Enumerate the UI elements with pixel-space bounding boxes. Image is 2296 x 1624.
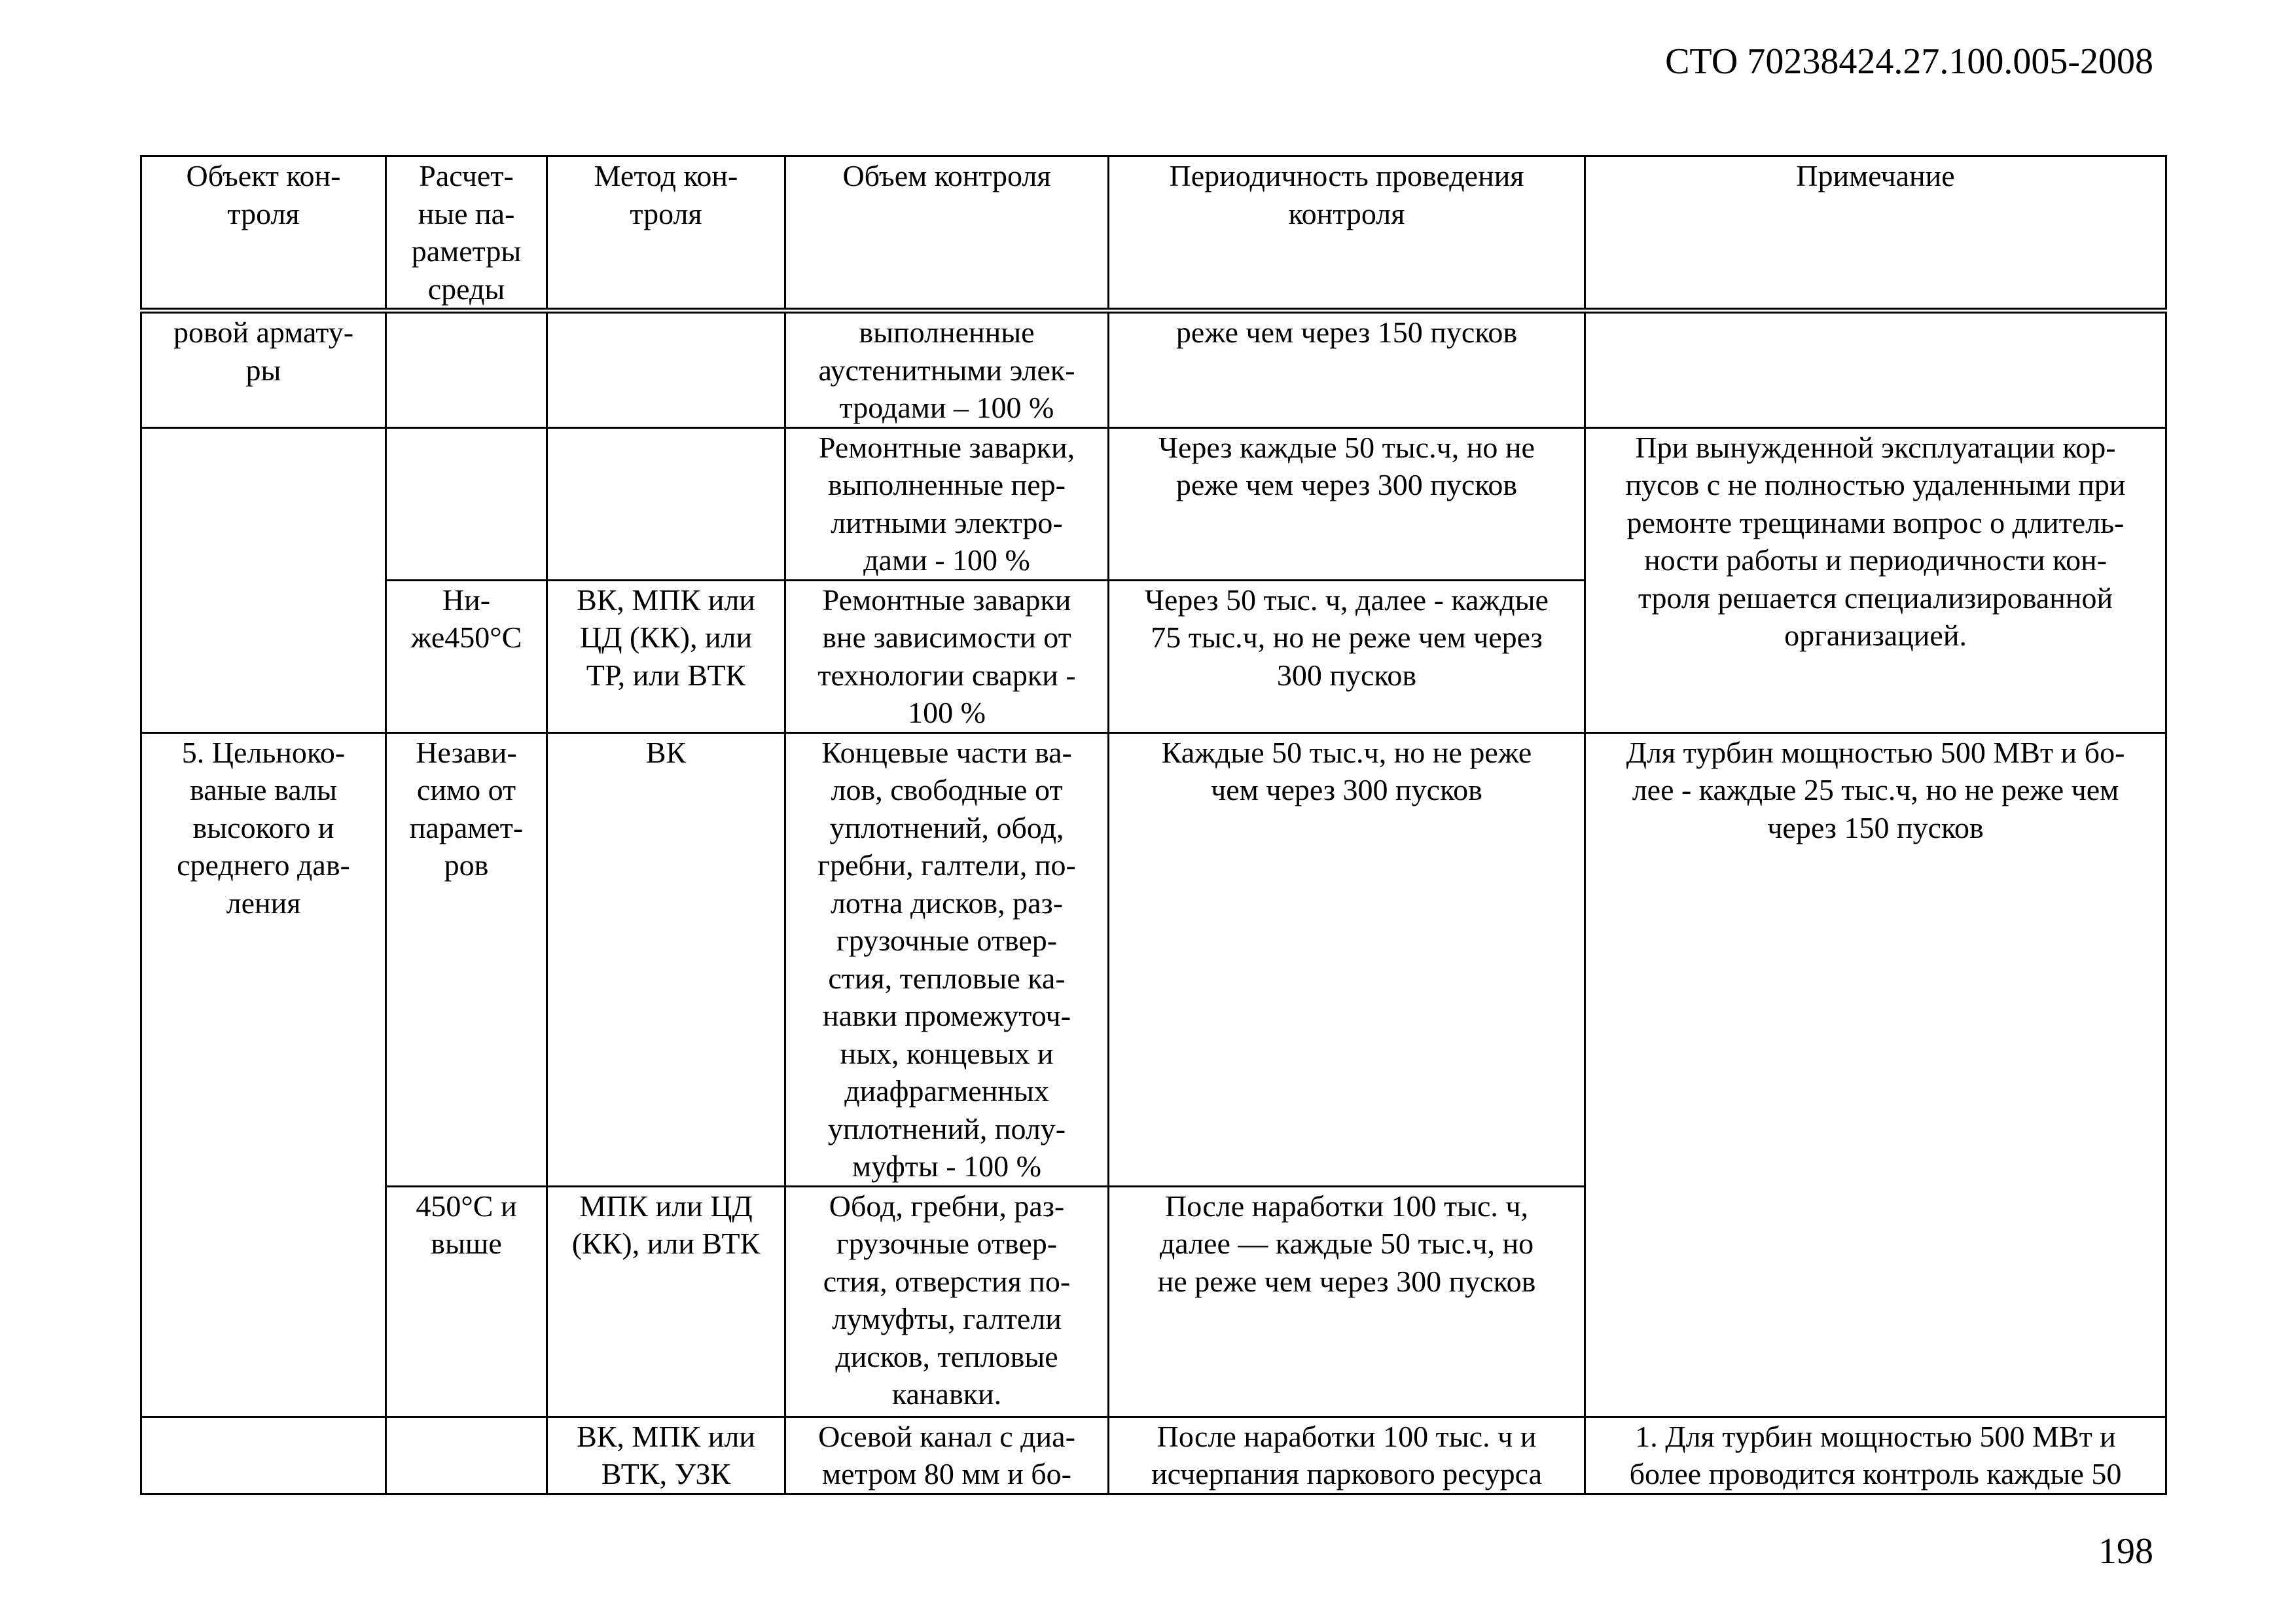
cell-object: ровой армату- ры (141, 311, 386, 428)
cell-method (547, 311, 785, 428)
cell-method: ВК, МПК или ЦД (КК), или ТР, или ВТК (547, 580, 785, 732)
page-number: 198 (2098, 1531, 2153, 1572)
cell-period: Каждые 50 тыс.ч, но не реже чем через 300 пусков (1109, 732, 1585, 1186)
cell-scope: Осевой канал с диа- метром 80 мм и бо- (785, 1416, 1109, 1494)
cell-note: При вынужденной эксплуатации кор- пусов с не полностью удаленными при ремонте трещинами вопрос о длитель- ности работы и периодичности кон- троля решается специализированной организацией. (1585, 427, 2166, 732)
cell-params: Ни- же450°С (386, 580, 547, 732)
cell-object (141, 1416, 386, 1494)
cell-period: реже чем через 150 пусков (1109, 311, 1585, 428)
column-header-period: Периодичность проведения контроля (1109, 156, 1585, 311)
table-header-row (141, 156, 2166, 311)
cell-params: Незави- симо от парамет- ров (386, 732, 547, 1186)
column-header-scope: Объем контроля (785, 156, 1109, 311)
cell-period: Через 50 тыс. ч, далее - каждые 75 тыс.ч, но не реже чем через 300 пусков (1109, 580, 1585, 732)
cell-period: После наработки 100 тыс. ч, далее — каждые 50 тыс.ч, но не реже чем через 300 пусков (1109, 1186, 1585, 1416)
cell-object: 5. Цельноко- ваные валы высокого и среднего дав- ления (141, 732, 386, 1416)
cell-params: 450°С и выше (386, 1186, 547, 1416)
table-row (141, 732, 2166, 1186)
cell-note: Для турбин мощностью 500 МВт и бо- лее - каждые 25 тыс.ч, но не реже чем через 150 пусков (1585, 732, 2166, 1416)
cell-scope: Ремонтные заварки вне зависимости от технологии сварки - 100 % (785, 580, 1109, 732)
cell-params (386, 311, 547, 428)
cell-method: ВК (547, 732, 785, 1186)
cell-note: 1. Для турбин мощностью 500 МВт и более проводится контроль каждые 50 (1585, 1416, 2166, 1494)
table-row (141, 1416, 2166, 1494)
cell-scope: Ремонтные заварки, выполненные пер- литными электро- дами - 100 % (785, 427, 1109, 580)
cell-scope: выполненные аустенитными элек- тродами – 100 % (785, 311, 1109, 428)
cell-method (547, 427, 785, 580)
document-code: СТО 70238424.27.100.005-2008 (1665, 41, 2153, 82)
inspection-table (140, 155, 2167, 1495)
cell-scope: Обод, гребни, раз- грузочные отвер- стия, отверстия по- лумуфты, галтели дисков, тепловые канавки. (785, 1186, 1109, 1416)
column-header-method: Метод кон- троля (547, 156, 785, 311)
cell-params (386, 427, 547, 580)
table-row (141, 427, 2166, 580)
cell-method: МПК или ЦД (КК), или ВТК (547, 1186, 785, 1416)
cell-params (386, 1416, 547, 1494)
cell-method: ВК, МПК или ВТК, УЗК (547, 1416, 785, 1494)
column-header-object: Объект кон- троля (141, 156, 386, 311)
cell-object (141, 427, 386, 732)
column-header-params: Расчет- ные па- раметры среды (386, 156, 547, 311)
cell-scope: Концевые части ва- лов, свободные от уплотнений, обод, гребни, галтели, по- лотна дисков, раз- грузочные отвер- стия, тепловые ка- навки промежуточ- ных, концевых и диафрагменных уплотнений, полу- муфты - 100 % (785, 732, 1109, 1186)
cell-note (1585, 311, 2166, 428)
table-row (141, 311, 2166, 428)
cell-period: Через каждые 50 тыс.ч, но не реже чем через 300 пусков (1109, 427, 1585, 580)
column-header-note: Примечание (1585, 156, 2166, 311)
cell-period: После наработки 100 тыс. ч и исчерпания паркового ресурса (1109, 1416, 1585, 1494)
